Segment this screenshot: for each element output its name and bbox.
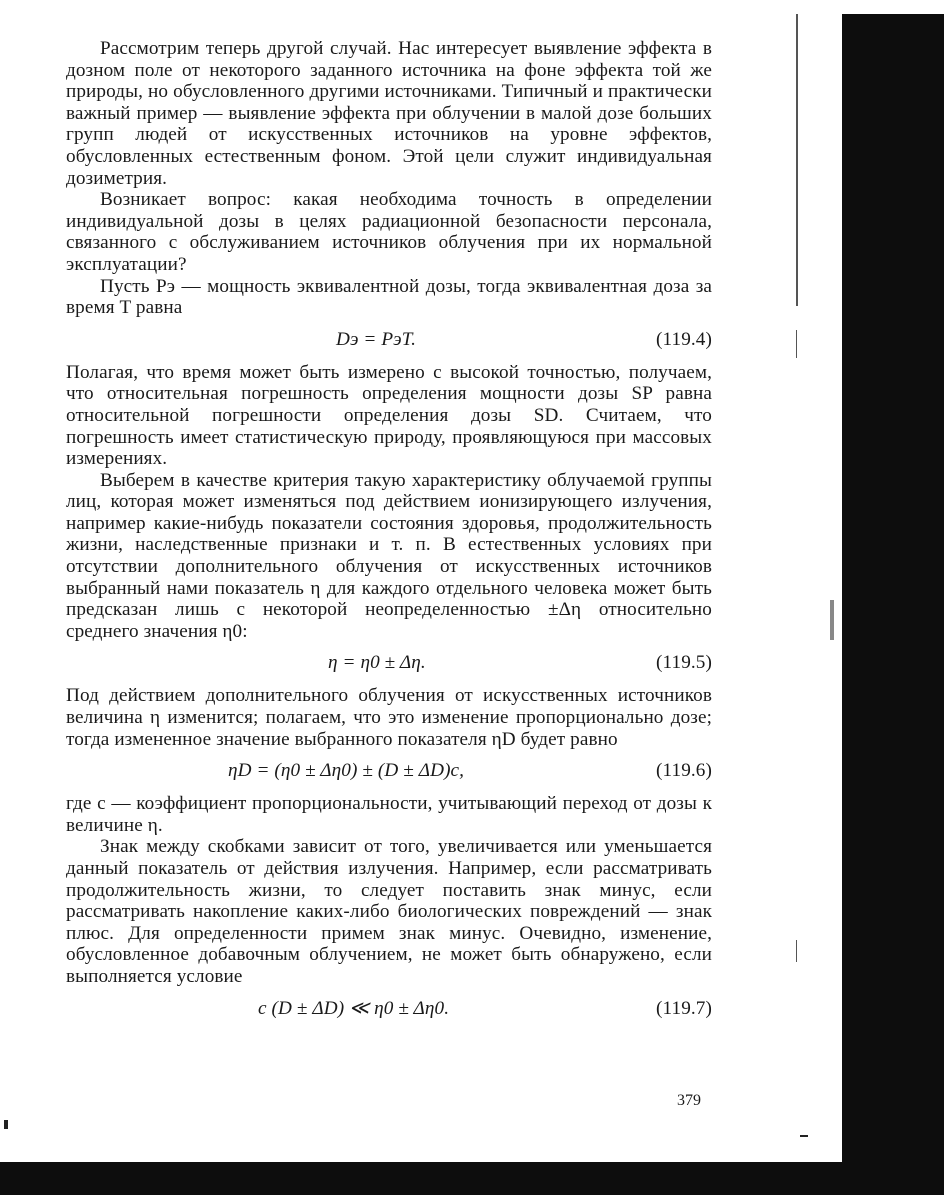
equation-number: (119.6) bbox=[656, 760, 712, 782]
page-body bbox=[66, 38, 712, 1031]
margin-speck bbox=[830, 600, 834, 640]
formula-row bbox=[66, 750, 712, 793]
paragraph: Возникает вопрос: какая необходима точность в определении индивидуальной дозы в целях радиационной безопасности персонала, связанного с обслуживанием источников облучения при их нормальной эксплуатации? bbox=[66, 189, 712, 275]
paragraph: Рассмотрим теперь другой случай. Нас интересует выявление эффекта в дозном поле от некоторого заданного источника на фоне эффекта той же природы, но обусловленного другими источниками. Типичный и практически важный пример — выявление эффекта при облучении в малой дозе больших групп людей от искусственных источников на уровне эффектов, обусловленных естественным фоном. Этой цели служит индивидуальная дозиметрия. bbox=[66, 38, 712, 189]
scan-edge-right bbox=[842, 14, 944, 1195]
paragraph: Знак между скобками зависит от того, увеличивается или уменьшается данный показатель от действия излучения. Например, если рассматривать продолжительность жизни, то следует поставить знак минус, если рассматривать накопление каких-либо биологических повреждений — знак плюс. Для определенности примем знак минус. Очевидно, изменение, обусловленное добавочным облучением, не может быть обнаружено, если выполняется условие bbox=[66, 836, 712, 987]
equation-number: (119.7) bbox=[656, 997, 712, 1019]
formula: c (D ± ΔD) ≪ η0 ± Δη0. bbox=[258, 997, 450, 1019]
equation-number: (119.5) bbox=[656, 652, 712, 674]
paragraph: Выберем в качестве критерия такую характеристику облучаемой группы лиц, которая может изменяться под действием ионизирующего излучения, например какие-нибудь показатели состояния здоровья, продолжительность жизни, наследственные признаки и т. п. В естественных условиях при отсутствии дополнительного облучения от искусственных источников выбранный нами показатель η для каждого отдельного человека может быть предсказан лишь с некоторой неопределенностью ±Δη относительно среднего значения η0: bbox=[66, 469, 712, 642]
margin-line-middle bbox=[796, 330, 797, 358]
scan-speck bbox=[800, 1135, 808, 1137]
scan-edge-bottom bbox=[0, 1162, 944, 1195]
formula: Dэ = PэT. bbox=[336, 328, 416, 350]
equation-number: (119.4) bbox=[656, 328, 712, 350]
formula-row bbox=[66, 642, 712, 685]
paragraph: Под действием дополнительного облучения от искусственных источников величина η изменится; полагаем, что это изменение пропорционально дозе; тогда измененное значение выбранного показателя ηD будет равно bbox=[66, 685, 712, 750]
formula: η = η0 ± Δη. bbox=[328, 652, 426, 674]
page-number: 379 bbox=[677, 1092, 701, 1109]
paragraph: Полагая, что время может быть измерено с высокой точностью, получаем, что относительная погрешность определения мощности дозы SP равна относительной погрешности определения дозы SD. Считаем, что погрешность имеет статистическую природу, проявляющуюся при массовых измерениях. bbox=[66, 361, 712, 470]
margin-line-top bbox=[796, 14, 798, 306]
formula-row bbox=[66, 319, 712, 362]
margin-line-lower bbox=[796, 940, 797, 962]
formula: ηD = (η0 ± Δη0) ± (D ± ΔD)c, bbox=[228, 760, 465, 782]
paragraph: где c — коэффициент пропорциональности, учитывающий переход от дозы к величине η. bbox=[66, 793, 712, 836]
scan-speck bbox=[4, 1120, 8, 1129]
paragraph: Пусть Pэ — мощность эквивалентной дозы, тогда эквивалентная доза за время T равна bbox=[66, 275, 712, 319]
formula-row bbox=[66, 988, 712, 1031]
